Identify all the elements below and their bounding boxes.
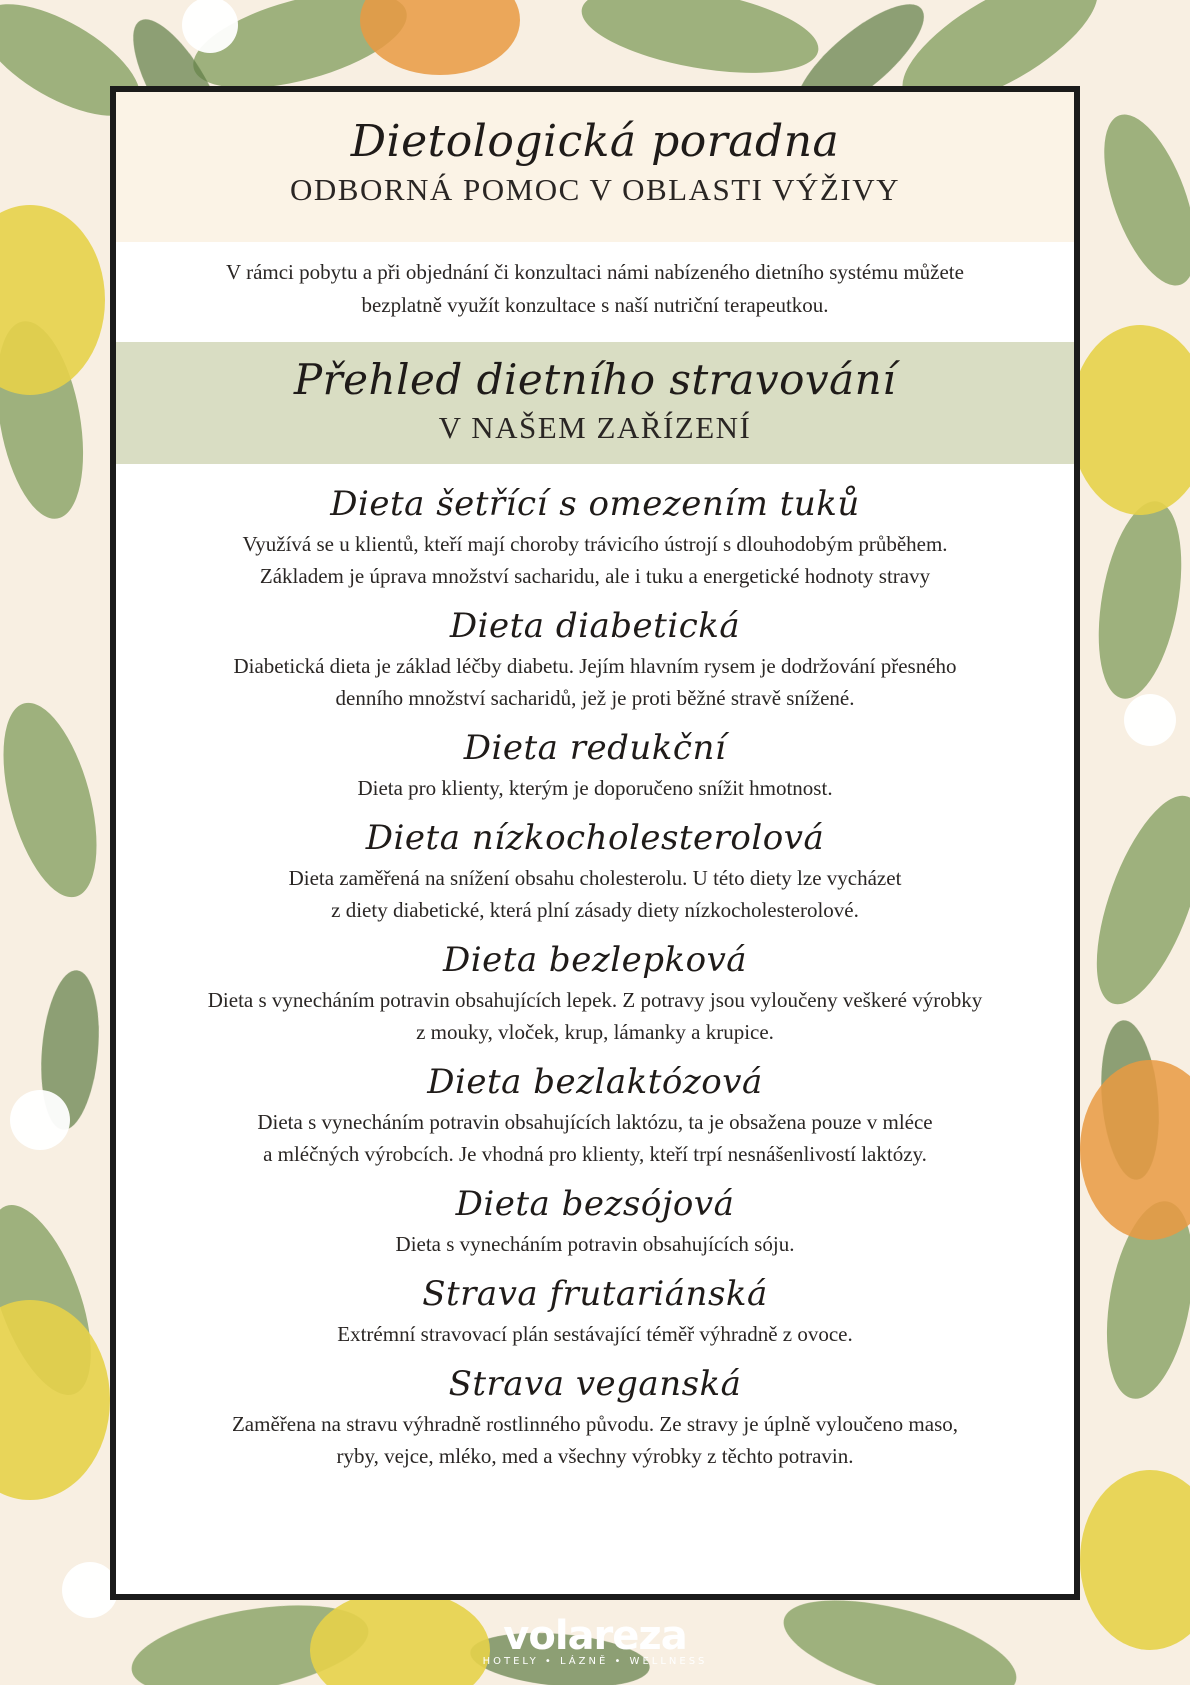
brand-tagline: HOTELY • LÁZNĚ • WELLNESS [482,1656,708,1667]
overview-subtitle: V NAŠEM ZAŘÍZENÍ [438,410,752,445]
diet-list [116,464,1074,1472]
brand-logo [0,1613,1190,1667]
diet-item [116,1270,1074,1350]
diet-name: Dieta bezlepková [442,940,748,980]
diet-item [116,1180,1074,1260]
diet-item [116,724,1074,804]
diet-description: Dieta s vynecháním potravin obsahujících laktózu, ta je obsažena pouze v mléce a mléčných výrobcích. Je vhodná pro klienty, kteří trpí nesnášenlivostí laktózy. [257,1110,933,1166]
diet-name: Strava veganská [448,1364,742,1404]
diet-name: Strava frutariánská [422,1274,768,1314]
diet-name: Dieta bezsójová [455,1184,735,1224]
page-subtitle: ODBORNÁ POMOC V OBLASTI VÝŽIVY [290,172,900,207]
diet-name: Dieta redukční [463,728,727,768]
diet-name: Dieta bezlaktózová [427,1062,763,1102]
diet-item [116,936,1074,1048]
diet-name: Dieta diabetická [449,606,741,646]
diet-item [116,1360,1074,1472]
diet-description: Extrémní stravovací plán sestávající téměř výhradně z ovoce. [337,1322,853,1346]
diet-name: Dieta šetřící s omezením tuků [330,484,860,524]
overview-band [116,342,1074,464]
diet-description: Dieta s vynecháním potravin obsahujících lepek. Z potravy jsou vyloučeny veškeré výrobky z mouky, vloček, krup, lámanky a krupice. [207,988,983,1044]
brand-wordmark: volareza [503,1613,687,1659]
diet-item [116,1058,1074,1170]
diet-description: Diabetická dieta je základ léčby diabetu. Jejím hlavním rysem je dodržování přesného denního množství sacharidů, jež je proti běžné stravě snížené. [233,654,957,710]
diet-description: Dieta pro klienty, kterým je doporučeno snížit hmotnost. [357,776,833,800]
diet-description: Zaměřena na stravu výhradně rostlinného původu. Ze stravy je úplně vyloučeno maso, ryby, vejce, mléko, med a všechny výrobky z těchto potravin. [231,1412,959,1468]
diet-description: Dieta zaměřená na snížení obsahu cholesterolu. U této diety lze vycházet z diety diabetické, která plní zásady diety nízkocholesterolové. [288,866,902,922]
page-title: Dietologická poradna [350,116,840,167]
diet-description: Využívá se u klientů, kteří mají choroby trávicího ústrojí s dlouhodobým průběhem. Základem je úprava množství sacharidu, ale i tuku a energetické hodnoty stravy [242,532,948,588]
diet-item [116,480,1074,592]
overview-title: Přehled dietního stravování [293,355,897,404]
diet-name: Dieta nízkocholesterolová [365,818,825,858]
menu-card [110,86,1080,1600]
diet-description: Dieta s vynecháním potravin obsahujících sóju. [395,1232,795,1256]
intro-line: bezplatně využít konzultace s naší nutriční terapeutkou. [361,293,829,317]
header-band [116,92,1074,242]
diet-item [116,602,1074,714]
diet-item [116,814,1074,926]
intro-text [116,242,1074,342]
intro-line: V rámci pobytu a při objednání či konzultaci námi nabízeného dietního systému můžete [226,260,964,284]
